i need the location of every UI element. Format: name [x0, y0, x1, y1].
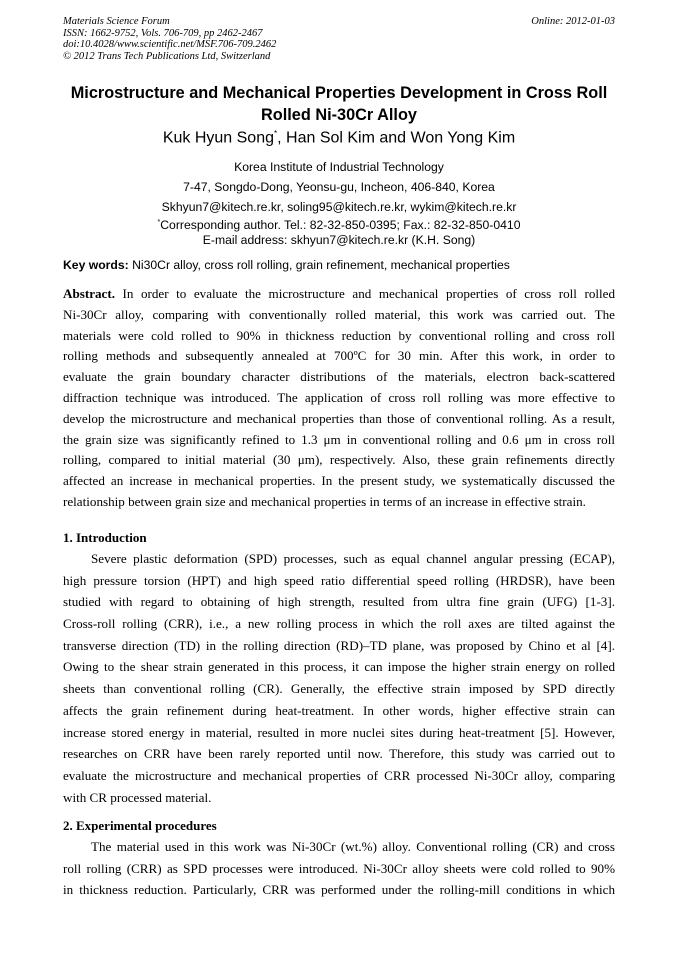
paragraph-line: sheets than conventional rolling (CR). Generally, the effective strain imposed by SPD directly: [63, 681, 615, 697]
abstract-line: [63, 284, 615, 305]
journal-info: [63, 16, 276, 62]
paragraph-line: Cross-roll rolling (CRR), i.e., a new rolling process in which the roll axes are tilted against the: [63, 616, 615, 632]
paragraph-line: in thickness reduction. Particularly, CRR was performed under the rolling-mill conditions in which: [63, 882, 615, 898]
copyright: © 2012 Trans Tech Publications Ltd, Switzerland: [63, 50, 271, 62]
paragraph-line: transverse direction (TD) in the rolling direction (RD)–TD plane, was proposed by Chino et al [4].: [63, 637, 615, 653]
paragraph-line: studied with regard to obtaining of high strength, resulted from ultra fine grain (UFG) [1-3].: [63, 594, 615, 610]
issn: ISSN: 1662-9752, Vols. 706-709, pp 2462-2467: [63, 27, 263, 39]
paragraph-line: The material used in this work was Ni-30Cr (wt.%) alloy. Conventional rolling (CR) and cross: [91, 839, 615, 854]
section-heading: 2. Experimental procedures: [63, 818, 217, 833]
paragraph-line: evaluate the microstructure and mechanical properties of CRR processed Ni-30Cr alloy, comparing: [63, 767, 615, 783]
paragraph-line: high pressure torsion (HPT) and high speed ratio differential speed rolling (HRDSR), have been: [63, 572, 615, 588]
paragraph-line: Owing to the shear strain generated in this process, it can impose the higher strain energy on rolled: [63, 659, 615, 675]
abstract-label: Abstract.: [63, 286, 115, 301]
paragraph-line: affects the grain refinement during heat-treatment. In other words, higher effective strain can: [63, 702, 615, 718]
abstract-line: affected an increase in mechanical properties. In the present study, we systematically discussed the: [63, 473, 615, 489]
corresponding-mark: *: [274, 129, 278, 138]
paper-title: [0, 82, 678, 126]
paragraph-line: roll rolling (CRR) as SPD processes were introduced. Ni-30Cr alloy sheets were cold rolled to 90%: [63, 860, 615, 876]
title-line-1: Microstructure and Mechanical Properties Development in Cross Roll: [70, 84, 608, 102]
address: 7-47, Songdo-Dong, Yeonsu-gu, Incheon, 406-840, Korea: [183, 180, 495, 194]
abstract-line: Ni-30Cr alloy, comparing with conventionally rolled material, this work was carried out. The: [63, 306, 615, 322]
authors-rest: , Han Sol Kim and Won Yong Kim: [277, 129, 516, 147]
corresponding-author: [0, 218, 678, 232]
abstract-text: In order to evaluate the microstructure and mechanical properties of cross roll rolled: [115, 286, 615, 301]
corr-text: Corresponding author. Tel.: 82-32-850-0395; Fax.: 82-32-850-0410: [160, 218, 521, 232]
abstract-line: diffraction technique was introduced. The application of cross roll rolling was more effective to: [63, 389, 615, 405]
institute: Korea Institute of Industrial Technology: [234, 160, 444, 174]
section-introduction: [63, 530, 615, 808]
paragraph-line: increase stored energy in material, resulted in more nuclei sites during heat-treatment [5]. However,: [63, 724, 615, 740]
section-experimental: [63, 818, 615, 901]
abstract-line: the grain size was significantly refined to 1.3 μm in conventional rolling and 0.6 μm in cross roll: [63, 431, 615, 447]
abstract-line: develop the microstructure and mechanical properties than those of conventional rolling. As a result,: [63, 410, 615, 426]
online-date: Online: 2012-01-03: [531, 16, 615, 27]
paragraph-line: researches on CRR have been rarely reported until now. Therefore, this study was carried out to: [63, 746, 615, 762]
abstract-line: evaluate the grain boundary character distributions of the materials, electron back-scattered: [63, 369, 615, 385]
authors: [0, 129, 678, 147]
abstract-line: rolling methods and subsequently annealed at 700ºC for 30 min. After this work, in order to: [63, 348, 615, 364]
emails: Skhyun7@kitech.re.kr, soling95@kitech.re.kr, wykim@kitech.re.kr: [161, 200, 517, 214]
journal-name: Materials Science Forum: [63, 16, 170, 27]
doi: doi:10.4028/www.scientific.net/MSF.706-709.2462: [63, 39, 277, 50]
paragraph-line: with CR processed material.: [63, 789, 212, 805]
abstract-line: relationship between grain size and mechanical properties in terms of an increase in effective strain.: [63, 493, 586, 509]
corr-mark: *: [157, 218, 161, 226]
abstract-line: rolling, compared to initial material (30 μm), respectively. Also, these grain refinements directly: [63, 452, 615, 468]
keywords-label: Key words:: [63, 258, 129, 272]
keywords-text: Ni30Cr alloy, cross roll rolling, grain refinement, mechanical properties: [128, 258, 510, 272]
section-heading: 1. Introduction: [63, 530, 147, 545]
abstract: [63, 284, 615, 513]
title-line-2: Rolled Ni-30Cr Alloy: [261, 106, 417, 124]
paragraph-line: Severe plastic deformation (SPD) processes, such as equal channel angular pressing (ECAP),: [91, 551, 615, 566]
abstract-line: materials were cold rolled to 90% in thickness reduction by conventional rolling and cross roll: [63, 327, 615, 343]
email-address: E-mail address: skhyun7@kitech.re.kr (K.H. Song): [202, 233, 476, 247]
keywords: [63, 258, 510, 272]
author-first: Kuk Hyun Song: [162, 129, 274, 147]
